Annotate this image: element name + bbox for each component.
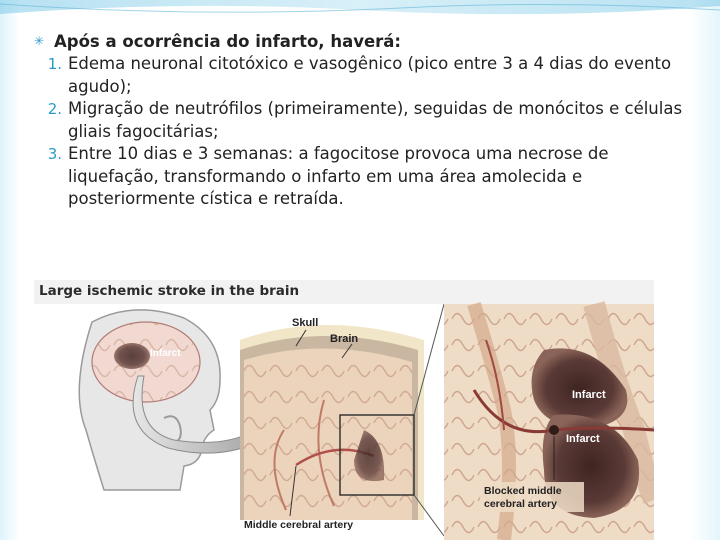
infarct-upper-label: Infarct — [572, 389, 606, 401]
skull-label: Skull — [292, 317, 319, 329]
list-item-number: 2. — [47, 100, 62, 118]
head-infarct-area — [114, 343, 150, 369]
blocked-artery-label-line1: Blocked middle — [484, 485, 562, 497]
list-item — [20, 98, 700, 143]
list-item-text: Entre 10 dias e 3 semanas: a fagocitose provoca uma necrose de liquefação, transformando o infarto em uma área amolecida e posteriormente cística e retraída. — [68, 144, 609, 208]
head-infarct-label: Infarct — [150, 348, 181, 359]
stroke-illustration — [34, 280, 654, 540]
figure-title: Large ischemic stroke in the brain — [39, 283, 300, 299]
list-item-text: Migração de neutrófilos (primeiramente), seguidas de monócitos e células gliais fagocitárias; — [68, 99, 683, 141]
bullet-star-icon: ✳ — [34, 34, 45, 48]
numbered-list — [20, 53, 700, 211]
head-profile — [79, 310, 220, 490]
list-item-text: Edema neuronal citotóxico e vasogênico (pico entre 3 a 4 dias do evento agudo); — [68, 54, 672, 96]
blockage-point — [549, 425, 559, 435]
list-item-number: 1. — [47, 55, 62, 73]
blocked-artery-label-line2: cerebral artery — [484, 498, 557, 510]
list-item — [20, 53, 700, 98]
list-item — [20, 143, 700, 211]
slide-left-decoration — [0, 0, 20, 540]
slide-top-decoration — [0, 0, 720, 22]
bullet-heading — [20, 30, 700, 53]
list-item-number: 3. — [47, 145, 62, 163]
brain-label: Brain — [330, 333, 359, 345]
middle-cerebral-artery-label: Middle cerebral artery — [244, 519, 354, 531]
infarct-lower-label: Infarct — [566, 433, 600, 445]
slide-text — [20, 30, 700, 211]
stroke-diagram — [34, 280, 654, 540]
heading-text: Após a ocorrência do infarto, haverá: — [54, 32, 402, 51]
